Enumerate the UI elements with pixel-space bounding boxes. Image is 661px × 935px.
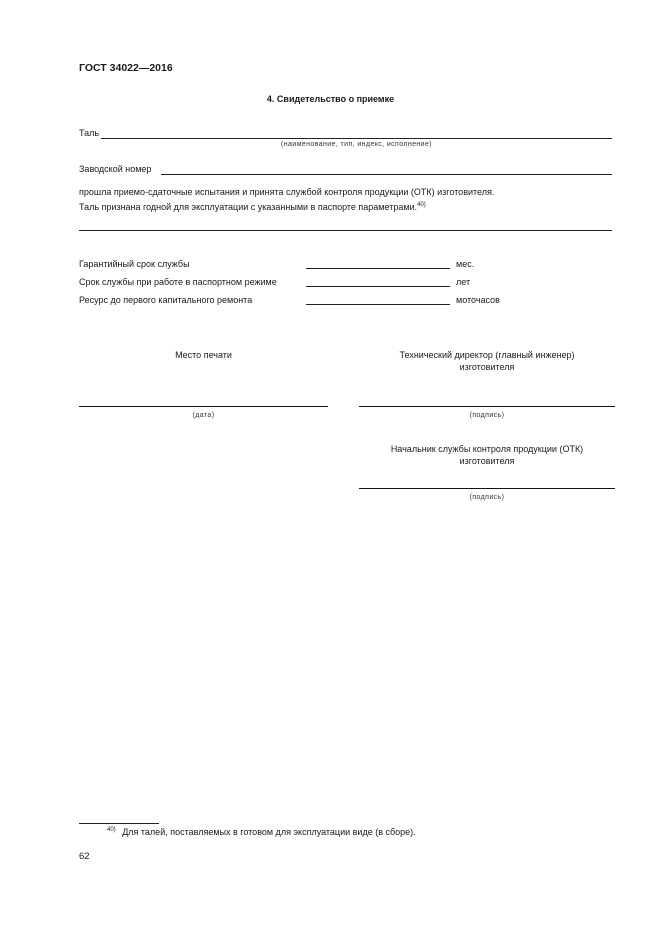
- stamp-place-label: Место печати: [175, 350, 232, 360]
- tech-director-title-2: изготовителя: [459, 362, 515, 372]
- section-title: 4. Свидетельство о приемке: [266, 94, 395, 104]
- serial-field-line[interactable]: [161, 174, 612, 175]
- statement-line-1: прошла приемо-сдаточные испытания и принята службой контроля продукции (ОТК) изготовителя.: [79, 187, 495, 197]
- footnote: [107, 827, 416, 837]
- page-number: 62: [79, 851, 90, 862]
- doc-code-header: ГОСТ 34022—2016: [79, 62, 173, 74]
- tech-director-signature-line[interactable]: [359, 406, 615, 407]
- warranty-label: Гарантийный срок службы: [79, 259, 190, 269]
- qc-head-signature-line[interactable]: [359, 488, 615, 489]
- qc-head-signature-caption: (подпись): [469, 494, 505, 501]
- hoist-label: Таль: [79, 128, 100, 138]
- hoist-caption: (наименование, тип, индекс, исполнение): [280, 141, 433, 148]
- statement-line-2-text: Таль признана годной для эксплуатации с указанными в паспорте параметрами.: [79, 202, 418, 212]
- warranty-unit: мес.: [456, 259, 475, 269]
- service-life-field-line[interactable]: [306, 286, 450, 287]
- resource-label: Ресурс до первого капитального ремонта: [79, 295, 253, 305]
- statement-extra-line[interactable]: [79, 230, 612, 231]
- qc-head-title-2: изготовителя: [459, 456, 515, 466]
- qc-head-title-1: Начальник службы контроля продукции (ОТК): [390, 444, 584, 454]
- resource-unit: моточасов: [456, 295, 500, 305]
- footnote-separator: [79, 823, 159, 824]
- statement-line-2: [79, 202, 426, 212]
- serial-label: Заводской номер: [79, 164, 152, 174]
- hoist-field-line[interactable]: [101, 138, 612, 139]
- resource-field-line[interactable]: [306, 304, 450, 305]
- tech-director-signature-caption: (подпись): [469, 412, 505, 419]
- footnote-marker: 40): [107, 827, 116, 833]
- service-life-label: Срок службы при работе в паспортном режиме: [79, 277, 277, 287]
- footnote-text: Для талей, поставляемых в готовом для эксплуатации виде (в сборе).: [122, 827, 416, 837]
- date-field-line[interactable]: [79, 406, 328, 407]
- tech-director-title-1: Технический директор (главный инженер): [399, 350, 575, 360]
- warranty-field-line[interactable]: [306, 268, 450, 269]
- footnote-ref: 40): [417, 202, 426, 208]
- date-caption: (дата): [192, 412, 215, 419]
- service-life-unit: лет: [456, 277, 471, 287]
